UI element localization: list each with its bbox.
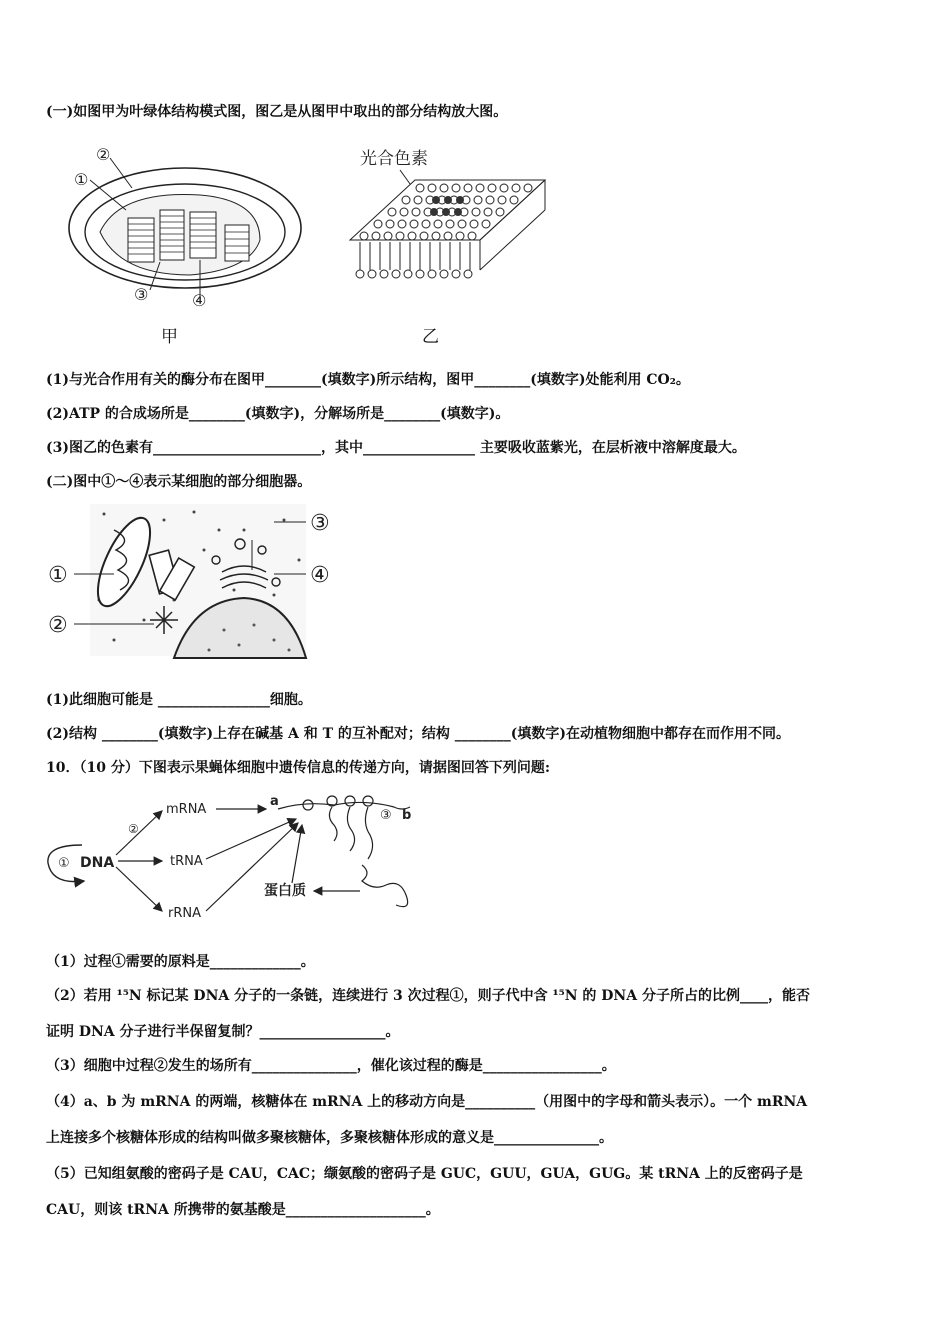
dna-label: DNA [80, 855, 115, 871]
gene-expression-figure [44, 785, 434, 925]
chloroplast-label-2: ② [96, 145, 111, 164]
chloroplast-label-4: ④ [192, 291, 207, 310]
part2-question-2: (2)结构 ________(填数字)上存在碱基 A 和 T 的互补配对；结构 ________(填数字)在动植物细胞中都存在而作用不同。 [46, 726, 791, 742]
mrna-label: mRNA [166, 802, 207, 817]
trna-label: tRNA [170, 854, 203, 869]
organelle-label-2: ② [48, 613, 68, 638]
organelle-label-1: ① [48, 563, 68, 588]
part1-question-2: (2)ATP 的合成场所是________(填数字)，分解场所是________(填数字)。 [46, 406, 510, 422]
process-1-label: ① [58, 856, 70, 871]
chloroplast-label-3: ③ [134, 285, 149, 304]
protein-label: 蛋白质 [264, 883, 306, 899]
part1-intro: (一)如图甲为叶绿体结构模式图，图乙是从图甲中取出的部分结构放大图。 [46, 104, 508, 120]
figure-yi-caption: 乙 [422, 327, 439, 347]
q10-sub-2-line-2: 证明 DNA 分子进行半保留复制？__________________。 [46, 1024, 400, 1040]
q10-sub-3: （3）细胞中过程②发生的场所有_______________，催化该过程的酶是_________________。 [46, 1058, 616, 1074]
part2-question-1: (1)此细胞可能是 ________________细胞。 [46, 692, 312, 708]
figure-jia-caption: 甲 [161, 327, 178, 347]
chloroplast-label-1: ① [74, 170, 89, 189]
q10-sub-4-line-1: （4）a、b 为 mRNA 的两端，核糖体在 mRNA 上的移动方向是__________（用图中的字母和箭头表示）。一个 mRNA [46, 1094, 808, 1110]
organelle-label-4: ④ [310, 563, 330, 588]
rrna-label: rRNA [168, 906, 201, 921]
cell-organelles-figure [44, 500, 344, 660]
thylakoid-membrane-figure [340, 140, 560, 300]
pigment-label: 光合色素 [360, 149, 428, 169]
process-2-label: ② [128, 822, 139, 836]
part1-question-3: (3)图乙的色素有________________________，其中________________ 主要吸收蓝紫光，在层析液中溶解度最大。 [46, 440, 746, 456]
organelle-label-3: ③ [310, 511, 330, 536]
mrna-end-a-label: a [270, 794, 279, 809]
mrna-end-b-label: b [402, 808, 412, 823]
part2-intro: (二)图中①～④表示某细胞的部分细胞器。 [46, 474, 312, 490]
q10-sub-1: （1）过程①需要的原料是_____________。 [46, 954, 315, 970]
process-3-label: ③ [380, 808, 392, 823]
q10-sub-2-line-1: （2）若用 ¹⁵N 标记某 DNA 分子的一条链，连续进行 3 次过程①，则子代中含 ¹⁵N 的 DNA 分子所占的比例____，能否 [46, 988, 810, 1004]
q10-sub-5-line-1: （5）已知组氨酸的密码子是 CAU，CAC；缬氨酸的密码子是 GUC，GUU，GUA，GUG。某 tRNA 上的反密码子是 [46, 1166, 803, 1182]
q10-sub-5-line-2: CAU，则该 tRNA 所携带的氨基酸是____________________。 [46, 1202, 440, 1218]
q10-sub-4-line-2: 上连接多个核糖体形成的结构叫做多聚核糖体，多聚核糖体形成的意义是_______________。 [46, 1130, 613, 1146]
chloroplast-figure [60, 140, 310, 320]
question-10-header: 10．（10 分）下图表示果蝇体细胞中遗传信息的传递方向，请据图回答下列问题: [46, 760, 551, 776]
part1-question-1: (1)与光合作用有关的酶分布在图甲________(填数字)所示结构，图甲________(填数字)处能利用 CO₂。 [46, 372, 690, 388]
